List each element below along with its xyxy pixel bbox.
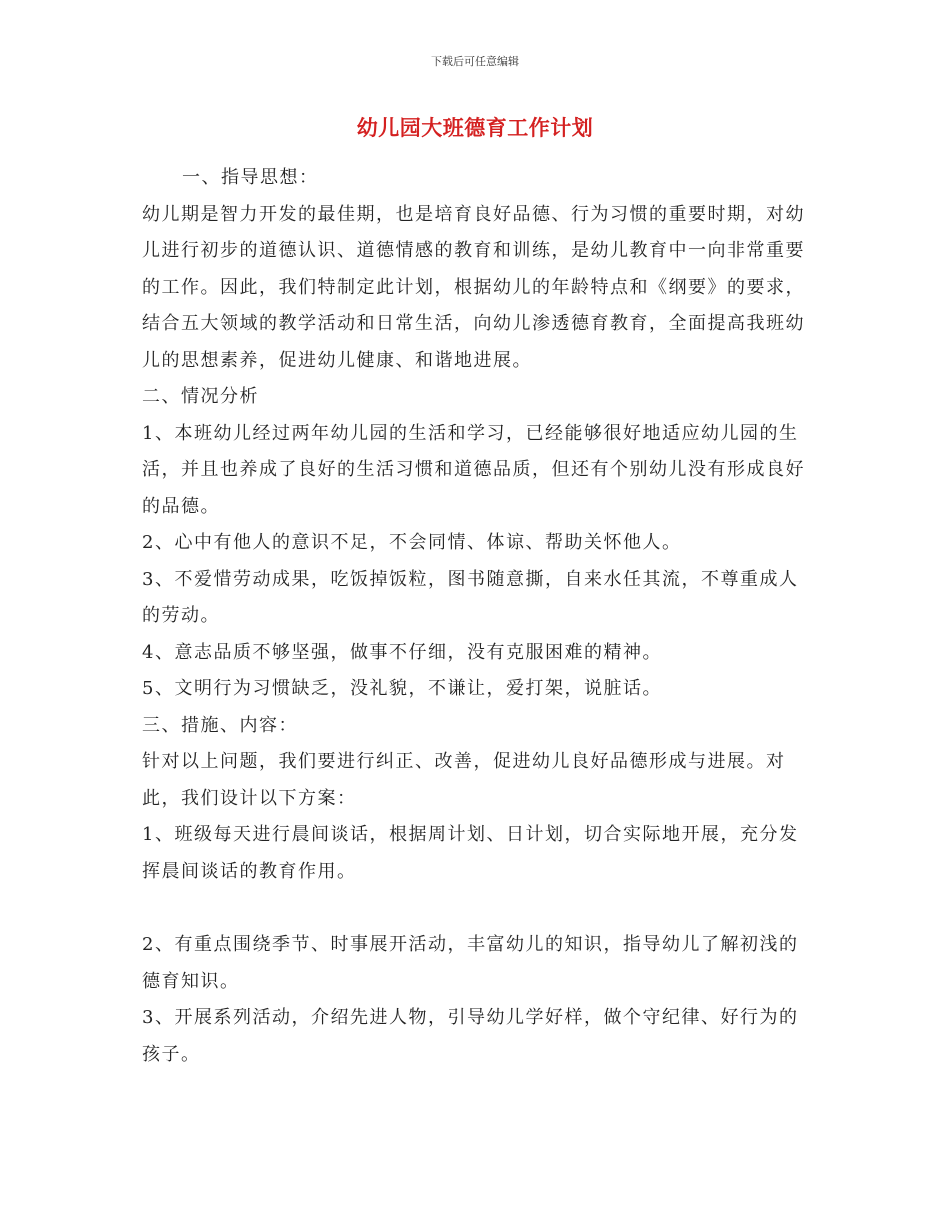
document-title: 幼儿园大班德育工作计划 bbox=[356, 115, 594, 140]
section-heading-guiding-thought: 一、指导思想： bbox=[182, 167, 319, 188]
measure-item-3: 3、开展系列活动，介绍先进人物，引导幼儿学好样，做个守纪律、好行为的孩子。 bbox=[142, 1007, 799, 1065]
analysis-item-2: 2、心中有他人的意识不足，不会同情、体谅、帮助关怀他人。 bbox=[142, 532, 682, 553]
document-body bbox=[142, 160, 812, 1073]
analysis-item-4: 4、意志品质不够坚强，做事不仔细，没有克服困难的精神。 bbox=[142, 641, 662, 663]
paragraph-measures-intro: 针对以上问题，我们要进行纠正、改善，促进幼儿良好品德形成与进展。对此，我们设计以下方案： bbox=[142, 751, 786, 809]
analysis-item-3: 3、不爱惜劳动成果，吃饭掉饭粒，图书随意撕，自来水任其流，不尊重成人的劳动。 bbox=[142, 568, 799, 626]
analysis-item-5: 5、文明行为习惯缺乏，没礼貌，不谦让，爱打架，说脏话。 bbox=[142, 678, 662, 699]
measure-item-1: 1、班级每天进行晨间谈话，根据周计划、日计划，切合实际地开展，充分发挥晨间谈话的教育作用。 bbox=[142, 824, 799, 882]
section-heading-situation-analysis: 二、情况分析 bbox=[142, 386, 259, 407]
section-heading-measures: 三、措施、内容： bbox=[142, 714, 298, 736]
analysis-item-1: 1、本班幼儿经过两年幼儿园的生活和学习，已经能够很好地适应幼儿园的生活，并且也养成了良好的生活习惯和道德品质，但还有个别幼儿没有形成良好的品德。 bbox=[142, 422, 805, 517]
measure-item-2: 2、有重点围绕季节、时事展开活动，丰富幼儿的知识，指导幼儿了解初浅的德育知识。 bbox=[142, 934, 799, 992]
header-note: 下载后可任意编辑 bbox=[431, 55, 519, 68]
paragraph-guiding-thought: 幼儿期是智力开发的最佳期，也是培育良好品德、行为习惯的重要时期，对幼儿进行初步的道德认识、道德情感的教育和训练，是幼儿教育中一向非常重要的工作。因此，我们特制定此计划，根据幼儿的年龄特点和《纲要》的要求，结合五大领域的教学活动和日常生活，向幼儿渗透德育教育，全面提高我班幼儿的思想素养，促进幼儿健康、和谐地进展。 bbox=[142, 203, 805, 371]
